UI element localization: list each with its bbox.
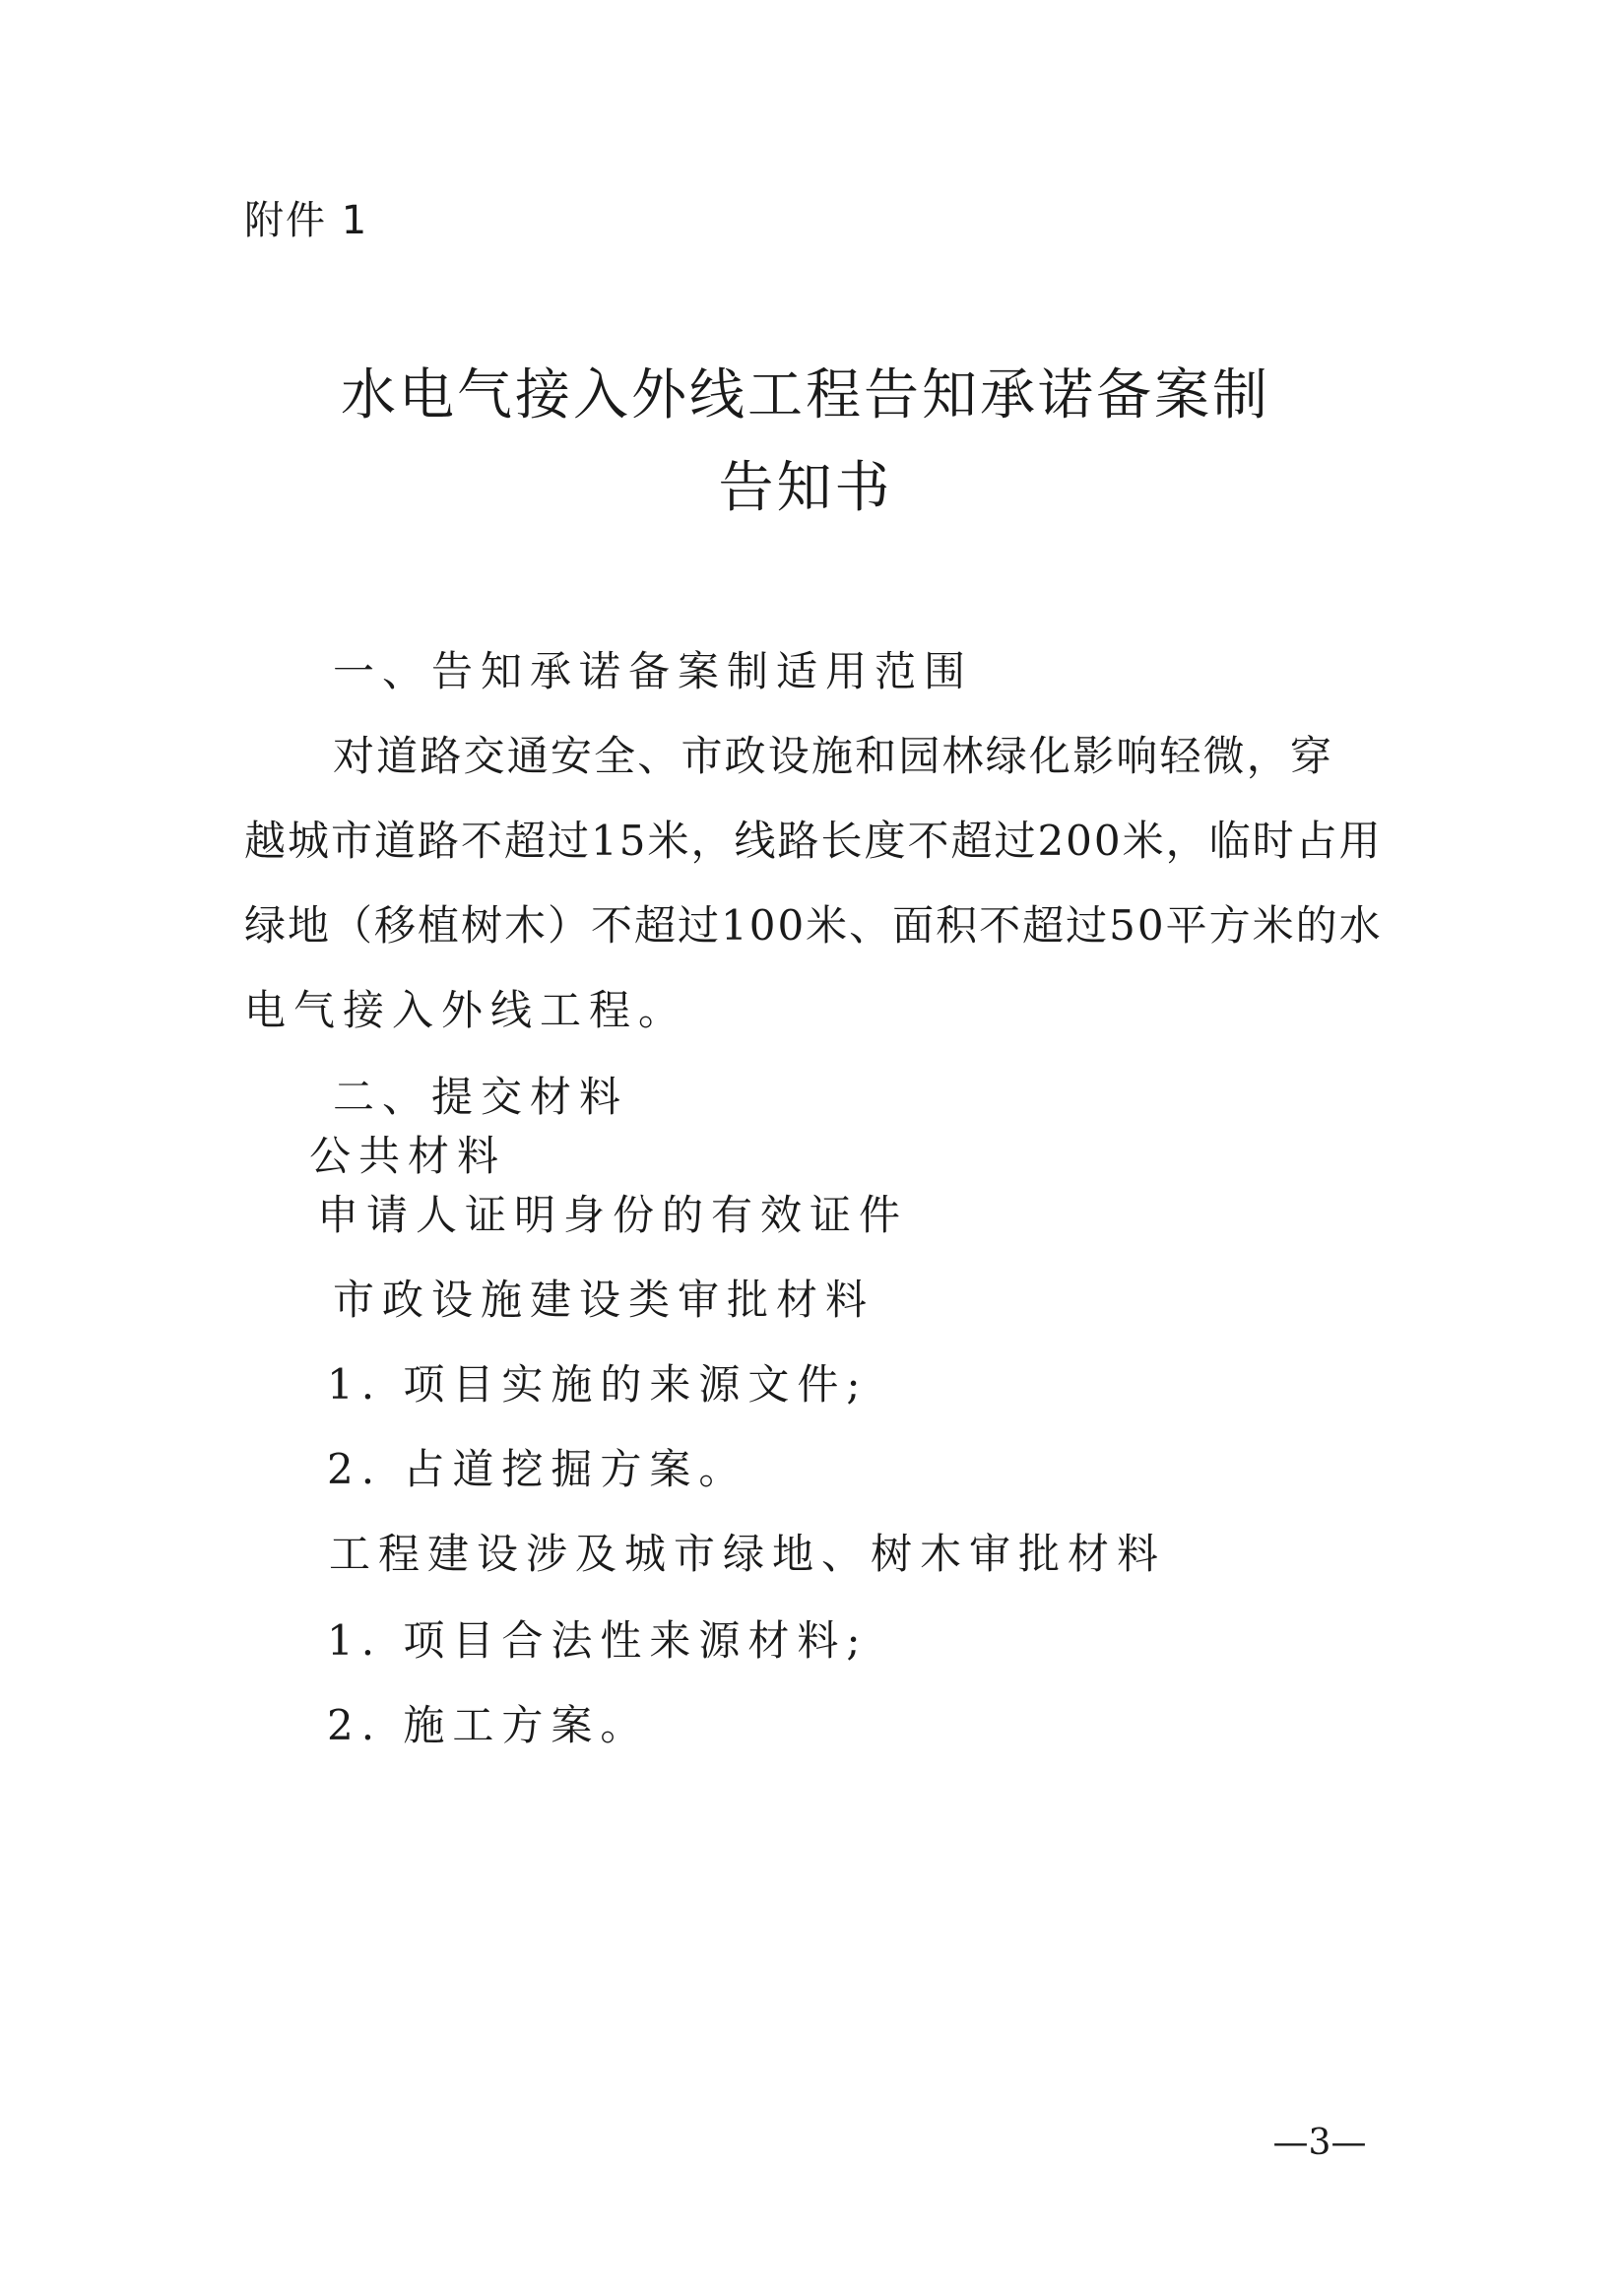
public-materials-heading: 公共材料 xyxy=(309,1132,507,1180)
document-title-line-2: 告知书 xyxy=(718,456,893,520)
paragraph-line: 电气接入外线工程。 xyxy=(244,986,688,1034)
municipal-item-2: 2. 占道挖掘方案。 xyxy=(327,1445,748,1493)
paragraph-line: 越城市道路不超过15米，线路长度不超过200米，临时占用 xyxy=(244,817,1383,865)
paragraph-line: 对道路交通安全、市政设施和园林绿化影响轻微，穿 xyxy=(333,732,1333,780)
municipal-item-1: 1. 项目实施的来源文件; xyxy=(327,1360,869,1409)
document-title-line-1: 水电气接入外线工程告知承诺备案制 xyxy=(341,363,1270,427)
paragraph-line: 绿地（移植树木）不超过100米、面积不超过50平方米的水 xyxy=(244,901,1383,950)
greenland-item-2: 2. 施工方案。 xyxy=(327,1701,650,1749)
page-number: —3— xyxy=(1272,2123,1367,2163)
section-1-heading: 一、告知承诺备案制适用范围 xyxy=(333,647,974,695)
greenland-materials-heading: 工程建设涉及城市绿地、树木审批材料 xyxy=(329,1530,1167,1578)
greenland-item-1: 1. 项目合法性来源材料; xyxy=(327,1616,869,1665)
attachment-label: 附件 1 xyxy=(244,198,369,243)
section-2-heading: 二、提交材料 xyxy=(333,1073,629,1121)
public-materials-item: 申请人证明身份的有效证件 xyxy=(317,1191,909,1239)
municipal-materials-heading: 市政设施建设类审批材料 xyxy=(333,1276,875,1324)
